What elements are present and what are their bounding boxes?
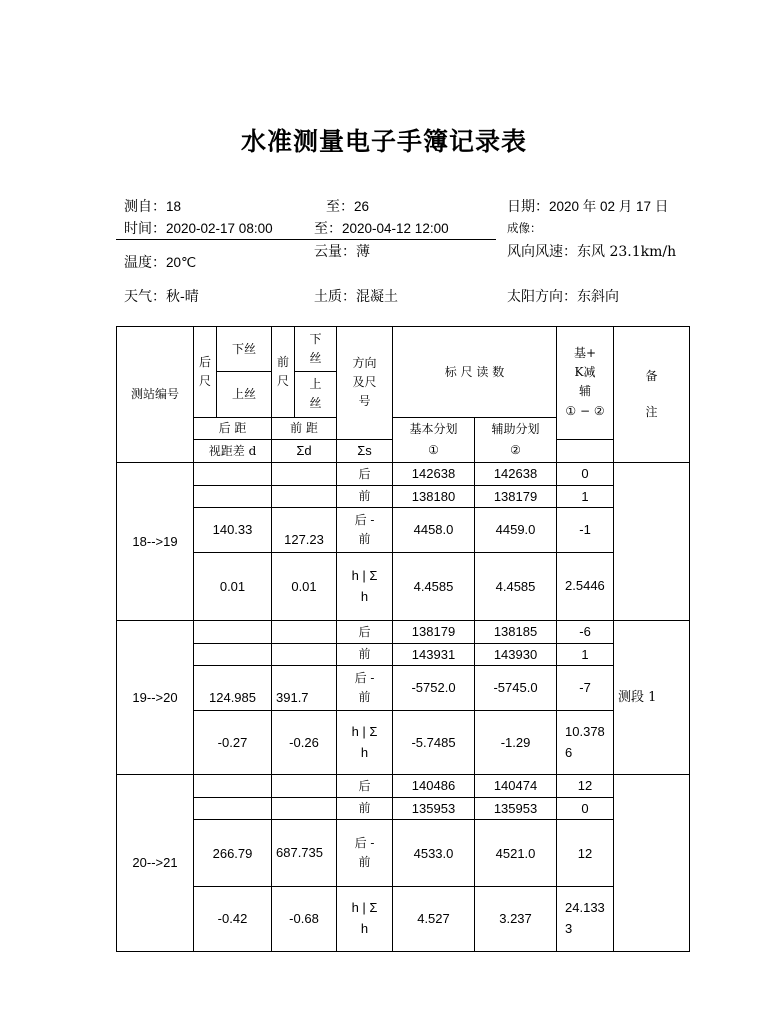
weather-value: 秋-晴 xyxy=(166,289,199,305)
aux-cell: 140474 xyxy=(475,774,557,797)
basic-cell: 140486 xyxy=(393,774,475,797)
soil-label: 土质： xyxy=(314,289,356,305)
cloud-value: 薄 xyxy=(356,244,370,260)
basic-cell: 4.527 xyxy=(393,887,475,952)
diff-cell xyxy=(557,711,614,774)
diff-cell: -7 xyxy=(557,666,614,711)
aux-cell: 4.4585 xyxy=(475,553,557,620)
direction-cell: 后 xyxy=(337,620,393,643)
front-upper-header xyxy=(295,372,337,417)
table-row xyxy=(117,553,690,620)
direction-cell: 前 xyxy=(337,485,393,507)
direction-cell xyxy=(337,508,393,553)
front-dist-cell xyxy=(272,820,337,887)
sun-value: 东斜向 xyxy=(577,289,619,305)
direction-cell: 后 xyxy=(337,774,393,797)
empty-cell xyxy=(272,643,337,665)
direction-label: 后 - 前 xyxy=(354,671,375,705)
table-row xyxy=(117,797,690,819)
direction-header xyxy=(337,327,393,440)
to-value: 26 xyxy=(354,199,370,214)
reading-header: 标 尺 读 数 xyxy=(393,327,557,418)
basic-header xyxy=(393,417,475,462)
sight-diff-cell: -0.42 xyxy=(194,887,272,952)
to-field xyxy=(326,196,369,216)
aux-cell: 142638 xyxy=(475,462,557,485)
front-lower-label: 下丝 xyxy=(309,331,322,366)
back-rod-label: 后尺 xyxy=(199,354,212,388)
soil-field xyxy=(314,286,398,306)
soil-value: 混凝土 xyxy=(356,289,398,305)
empty-cell xyxy=(194,462,272,485)
remarks-header xyxy=(614,327,690,463)
sight-diff-cell: -0.27 xyxy=(194,711,272,774)
leveling-record-table xyxy=(116,326,690,952)
back-dist-header: 后 距 xyxy=(194,417,272,439)
basic-cell: 142638 xyxy=(393,462,475,485)
diff-value: 2.5446 xyxy=(565,578,605,594)
front-rod-header xyxy=(272,327,295,418)
basic-num: ① xyxy=(428,442,439,457)
basic-label: 基本分划 xyxy=(409,422,458,437)
basic-cell: 4458.0 xyxy=(393,508,475,553)
temperature-field xyxy=(124,252,196,272)
diff-cell: -6 xyxy=(557,620,614,643)
direction-label: h | Σh xyxy=(351,723,378,760)
table-row xyxy=(117,462,690,485)
date-value: 2020 年 02 月 17 日 xyxy=(549,199,669,214)
diff-cell: 12 xyxy=(557,774,614,797)
diff-cell: 0 xyxy=(557,797,614,819)
remark-cell xyxy=(614,774,690,951)
station-name: 18-->19 xyxy=(117,462,194,620)
table-row xyxy=(117,485,690,507)
direction-cell: 后 xyxy=(337,462,393,485)
empty-cell xyxy=(194,774,272,797)
time-to-value: 2020-04-12 12:00 xyxy=(342,221,449,236)
aux-cell: -1.29 xyxy=(475,711,557,774)
back-rod-header xyxy=(194,327,217,418)
station-name: 19-->20 xyxy=(117,620,194,774)
table-row xyxy=(117,643,690,665)
sight-diff-header: 视距差 d xyxy=(194,439,272,462)
sum-d-cell: 0.01 xyxy=(272,553,337,620)
upper-wire-header: 上丝 xyxy=(217,372,272,417)
empty-cell xyxy=(272,620,337,643)
aux-cell: -5745.0 xyxy=(475,666,557,711)
station-header: 测站编号 xyxy=(117,327,194,463)
back-dist-cell: 140.33 xyxy=(194,508,272,553)
from-label: 测自： xyxy=(124,199,166,215)
front-rod-label: 前尺 xyxy=(277,354,290,388)
from-field xyxy=(124,196,181,216)
diff-cell: -1 xyxy=(557,508,614,553)
direction-cell xyxy=(337,666,393,711)
diff-cell xyxy=(557,887,614,952)
time-label: 时间： xyxy=(124,221,166,237)
basic-cell: 4.4585 xyxy=(393,553,475,620)
aux-cell: 4459.0 xyxy=(475,508,557,553)
basic-cell: 143931 xyxy=(393,643,475,665)
table-row xyxy=(117,508,690,553)
header-rule xyxy=(116,239,496,240)
time-to-field xyxy=(314,218,449,238)
aux-cell: 3.237 xyxy=(475,887,557,952)
front-dist-cell: 391.7 xyxy=(272,666,337,711)
table-row xyxy=(117,620,690,643)
empty-cell xyxy=(272,797,337,819)
basic-cell: 135953 xyxy=(393,797,475,819)
weather-field xyxy=(124,286,199,306)
wind-field xyxy=(507,241,676,261)
diff-cell: 0 xyxy=(557,462,614,485)
direction-label: 后 - 前 xyxy=(354,836,375,870)
empty-cell xyxy=(194,485,272,507)
wind-label: 风向风速： xyxy=(507,244,577,260)
diff-cell: 1 xyxy=(557,643,614,665)
date-label: 日期： xyxy=(507,199,549,215)
aux-cell: 4521.0 xyxy=(475,820,557,887)
diff-value: 24.1333 xyxy=(565,900,605,937)
direction-label: h | Σh xyxy=(351,567,378,604)
table-row xyxy=(117,774,690,797)
wind-value: 东风 23.1km/h xyxy=(577,244,677,260)
direction-label: 方向及尺号 xyxy=(352,356,377,409)
front-dist-cell: 127.23 xyxy=(272,508,337,553)
sum-s-header: Σs xyxy=(337,439,393,462)
sun-label: 太阳方向： xyxy=(507,289,577,305)
table-row xyxy=(117,711,690,774)
diff-cell: 1 xyxy=(557,485,614,507)
direction-cell: 前 xyxy=(337,643,393,665)
document-title: 水准测量电子手簿记录表 xyxy=(240,127,527,156)
table-row xyxy=(117,666,690,711)
back-dist-cell: 266.79 xyxy=(194,820,272,887)
empty-cell xyxy=(272,774,337,797)
direction-cell xyxy=(337,887,393,952)
front-dist-header: 前 距 xyxy=(272,417,337,439)
temperature-value: 20℃ xyxy=(166,255,197,270)
header-row-1 xyxy=(117,327,690,372)
time-to-label: 至： xyxy=(314,221,342,237)
basic-cell: -5.7485 xyxy=(393,711,475,774)
basic-cell: -5752.0 xyxy=(393,666,475,711)
diff-cell xyxy=(557,553,614,620)
empty-cell xyxy=(194,797,272,819)
aux-cell: 135953 xyxy=(475,797,557,819)
from-value: 18 xyxy=(166,199,182,214)
remark-cell: 测段 1 xyxy=(614,620,690,774)
direction-label: h | Σh xyxy=(351,900,378,937)
direction-cell xyxy=(337,820,393,887)
diff-cell: 12 xyxy=(557,820,614,887)
remarks-label: 备注 xyxy=(645,369,658,420)
temperature-label: 温度： xyxy=(124,255,166,271)
empty-cell xyxy=(194,620,272,643)
direction-cell: 前 xyxy=(337,797,393,819)
to-label: 至： xyxy=(326,199,354,215)
diff-value: 10.3786 xyxy=(565,723,605,760)
imaging-label: 成像： xyxy=(507,221,542,235)
front-dist-value: 687.735 xyxy=(276,844,323,860)
front-lower-header xyxy=(295,327,337,372)
basic-cell: 138179 xyxy=(393,620,475,643)
aux-header xyxy=(475,417,557,462)
table-row xyxy=(117,820,690,887)
cloud-label: 云量： xyxy=(314,244,356,260)
date-field xyxy=(507,195,668,216)
sum-d-cell: -0.26 xyxy=(272,711,337,774)
k-diff-formula: ① − ② xyxy=(565,404,605,419)
direction-cell xyxy=(337,553,393,620)
k-diff-header xyxy=(557,327,614,440)
basic-cell: 138180 xyxy=(393,485,475,507)
aux-label: 辅助分划 xyxy=(491,422,540,437)
sun-field xyxy=(507,286,619,306)
time-field xyxy=(124,218,273,238)
table-row xyxy=(117,887,690,952)
direction-cell xyxy=(337,711,393,774)
station-name: 20-->21 xyxy=(117,774,194,951)
sum-d-header: Σd xyxy=(272,439,337,462)
aux-cell: 143930 xyxy=(475,643,557,665)
k-diff-label: 基+K减辅 xyxy=(573,345,597,399)
time-value: 2020-02-17 08:00 xyxy=(166,221,273,236)
front-upper-label: 上丝 xyxy=(309,377,322,411)
aux-num: ② xyxy=(510,442,521,457)
basic-cell: 4533.0 xyxy=(393,820,475,887)
empty-cell xyxy=(272,485,337,507)
direction-label: 后 - 前 xyxy=(354,513,375,547)
sight-diff-cell: 0.01 xyxy=(194,553,272,620)
cloud-field xyxy=(314,241,370,261)
back-dist-cell: 124.985 xyxy=(194,666,272,711)
aux-cell: 138185 xyxy=(475,620,557,643)
lower-wire-header: 下丝 xyxy=(217,327,272,372)
sum-d-cell: -0.68 xyxy=(272,887,337,952)
aux-cell: 138179 xyxy=(475,485,557,507)
empty-cell xyxy=(272,462,337,485)
weather-label: 天气： xyxy=(124,289,166,305)
empty-cell xyxy=(194,643,272,665)
remark-cell xyxy=(614,462,690,620)
